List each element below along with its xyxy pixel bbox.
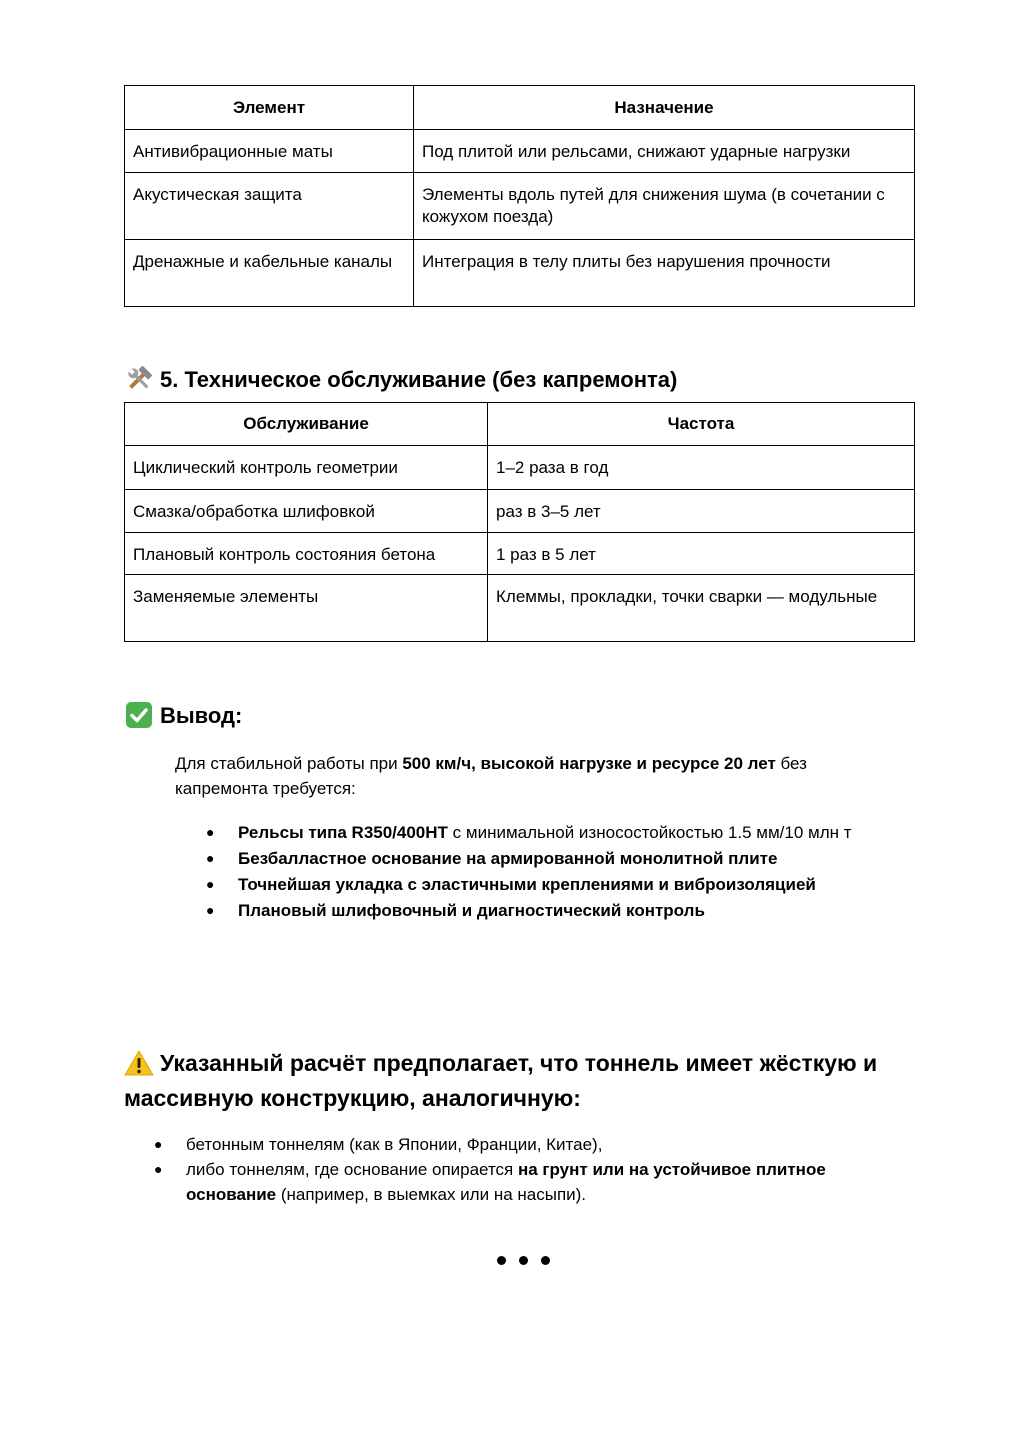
purpose-table: [124, 85, 915, 307]
warning-list: [124, 1132, 914, 1207]
maintenance-table: [124, 402, 915, 642]
list-item: [176, 820, 896, 845]
separator-dot: [541, 1256, 550, 1265]
bold-text: Плановый шлифовочный и диагностический контроль: [238, 901, 705, 920]
bullet: ●: [154, 1136, 163, 1152]
table-row: [125, 575, 915, 642]
table-row: [125, 130, 915, 173]
section-title: Указанный расчёт предполагает, что тоннель имеет жёсткую и массивную конструкцию, аналогичную:: [124, 1050, 878, 1111]
text: бетонным тоннелям (как в Японии, Франции, Китае),: [186, 1135, 603, 1154]
hammer-and-wrench-icon: [124, 366, 154, 392]
section-title: 5. Техническое обслуживание (без капремонта): [160, 367, 678, 392]
table-cell: раз в 3–5 лет: [488, 490, 915, 533]
table-row: [125, 173, 915, 240]
section-title: Вывод:: [160, 703, 243, 728]
separator-dot: [497, 1256, 506, 1265]
warning-icon: [124, 1050, 154, 1076]
table-cell: Клеммы, прокладки, точки сварки — модульные: [488, 575, 915, 642]
table-cell: Под плитой или рельсами, снижают ударные нагрузки: [414, 130, 915, 173]
table-cell: Акустическая защита: [125, 173, 414, 240]
list-item: [176, 898, 896, 923]
table-cell: Интеграция в телу плиты без нарушения прочности: [414, 240, 915, 307]
separator-dot: [519, 1256, 528, 1265]
table-header-row: [125, 403, 915, 446]
table-header-cell: Назначение: [414, 86, 915, 130]
bullet: ●: [206, 824, 215, 840]
bold-text: на грунт или на устойчивое плитное основание: [186, 1160, 826, 1204]
table-cell: 1–2 раза в год: [488, 446, 915, 490]
text: (например, в выемках или на насыпи).: [276, 1185, 587, 1204]
table-row: [125, 490, 915, 533]
table-row: [125, 240, 915, 307]
list-item: [124, 1157, 914, 1207]
bullet: ●: [206, 876, 215, 892]
list-item: [176, 846, 896, 871]
list-item: [176, 872, 896, 897]
conclusion-intro: [175, 751, 895, 801]
section-heading-warning: [124, 1046, 924, 1116]
table-header-cell: Элемент: [125, 86, 414, 130]
table-header-row: [125, 86, 915, 130]
bullet: ●: [206, 902, 215, 918]
bullet: ●: [154, 1161, 163, 1177]
text: без капремонта требуется:: [175, 754, 807, 798]
table-cell: Дренажные и кабельные каналы: [125, 240, 414, 307]
table-cell: Антивибрационные маты: [125, 130, 414, 173]
list-item: [124, 1132, 914, 1157]
bold-text: Точнейшая укладка с эластичными креплениями и виброизоляцией: [238, 875, 816, 894]
bullet: ●: [206, 850, 215, 866]
check-mark-icon: [124, 702, 154, 728]
table-cell: 1 раз в 5 лет: [488, 533, 915, 575]
text: Для стабильной работы при: [175, 754, 403, 773]
section-heading-conclusion: [124, 702, 242, 729]
text: с минимальной износостойкостью 1.5 мм/10 млн т: [447, 823, 852, 842]
table-cell: Циклический контроль геометрии: [125, 446, 488, 490]
table-cell: Плановый контроль состояния бетона: [125, 533, 488, 575]
conclusion-list: [176, 820, 896, 924]
table-cell: Элементы вдоль путей для снижения шума (в сочетании с кожухом поезда): [414, 173, 915, 240]
text: либо тоннелям, где основание опирается: [186, 1160, 518, 1179]
table-cell: Смазка/обработка шлифовкой: [125, 490, 488, 533]
table-row: [125, 533, 915, 575]
bold-text: Рельсы типа R350/400HT: [238, 823, 448, 842]
section-heading-maintenance: [124, 366, 677, 393]
table-row: [125, 446, 915, 490]
table-cell: Заменяемые элементы: [125, 575, 488, 642]
section-separator: [497, 1256, 550, 1265]
bold-text: Безбалластное основание на армированной монолитной плите: [238, 849, 778, 868]
table-header-cell: Обслуживание: [125, 403, 488, 446]
table-header-cell: Частота: [488, 403, 915, 446]
bold-text: 500 км/ч, высокой нагрузке и ресурсе 20 лет: [402, 754, 776, 773]
